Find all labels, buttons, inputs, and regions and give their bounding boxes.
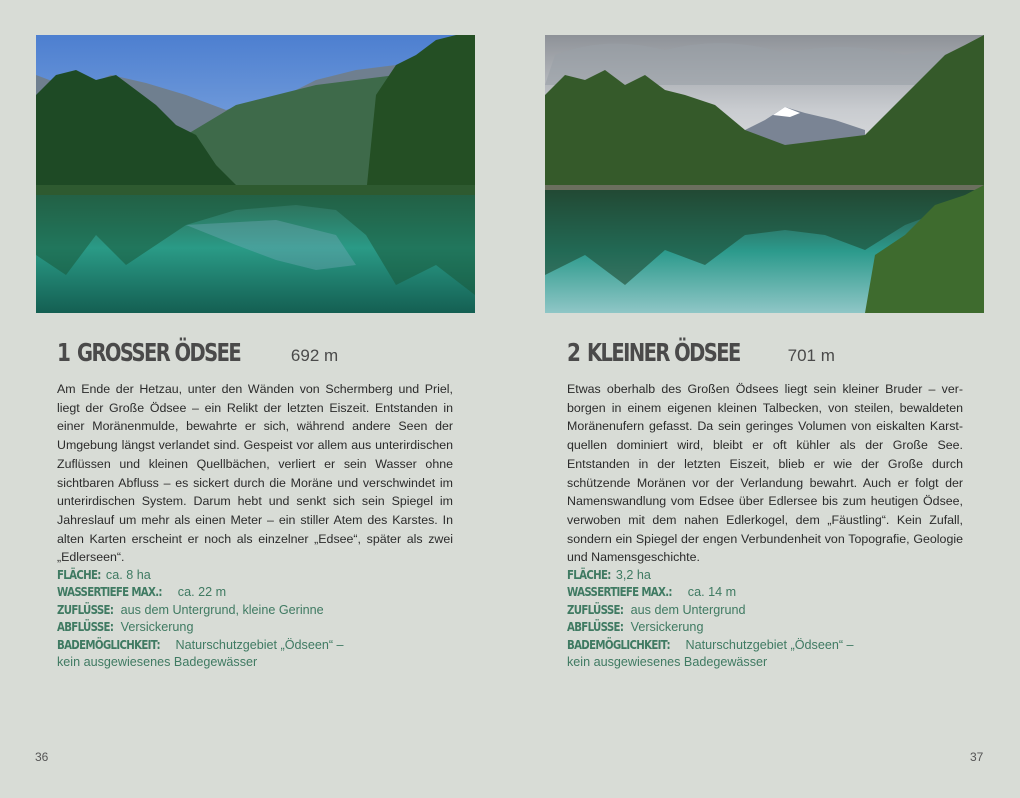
fact-swimming (567, 637, 967, 654)
fact-key: WASSERTIEFE MAX.: (567, 585, 672, 600)
lake-altitude: 701 m (787, 346, 835, 365)
fact-inflows (567, 602, 967, 619)
lake-title: GROSSER ÖDSEE (77, 338, 241, 367)
fact-value: Versickerung (120, 620, 194, 635)
fact-area (567, 567, 967, 584)
lake-photo-kleiner-oedsee (545, 35, 984, 313)
lake-heading (567, 338, 835, 367)
fact-depth (57, 584, 457, 601)
fact-swimming-cont (567, 654, 967, 671)
lake-facts (57, 567, 457, 671)
fact-key: FLÄCHE: (567, 568, 611, 582)
fact-area (57, 567, 457, 584)
fact-value: Naturschutzgebiet „Ödseen“ – (175, 637, 344, 652)
fact-value: Naturschutzgebiet „Ödseen“ – (685, 637, 854, 652)
lake-number: 1 (57, 338, 70, 367)
fact-outflows (567, 619, 967, 636)
fact-value: kein ausgewiesenes Badegewässer (567, 655, 768, 670)
fact-value: ca. 8 ha (105, 568, 151, 582)
fact-value: aus dem Untergrund, kleine Gerinne (120, 602, 324, 617)
fact-key: ABFLÜSSE: (57, 620, 114, 635)
fact-swimming-cont (57, 654, 457, 671)
right-page (510, 0, 1020, 798)
lake-facts (567, 567, 967, 671)
fact-outflows (57, 619, 457, 636)
fact-value: aus dem Untergrund (630, 602, 746, 617)
fact-key: WASSERTIEFE MAX.: (57, 585, 162, 600)
fact-depth (567, 584, 967, 601)
fact-swimming (57, 637, 457, 654)
fact-key: FLÄCHE: (57, 568, 101, 582)
lake-description (567, 380, 963, 567)
lake-photo-grosser-oedsee (36, 35, 475, 313)
lake-title: KLEINER ÖDSEE (587, 338, 741, 367)
fact-value: kein ausgewiesenes Badegewässer (57, 655, 258, 670)
description-paragraph: Etwas oberhalb des Großen Ödsees liegt sein kleiner Bruder – verborgen in einem eigenen kleinen Talbecken, von steilen, bewaldeten Moränenufern gefasst. Da sein geringes Volumen von eiskalten Karstquellen dominiert wird, bleibt er oft kühler als der Große See. Entstanden in der letzten Eiszeit, blieb er wie der Große durch schützende Moränen vor der Verlandung bewahrt. Auch er folgt der Namenswandlung vom Edsee über Edlersee bis zum heutigen Ödsee, verwoben mit dem nahen Edlerkogel, dem „Fäustling“. Kein Zufall, sondern ein Spiegel der engen Verbundenheit von Topografie, Geologie und Namensgeschichte. (567, 382, 963, 565)
lake-heading (57, 338, 338, 367)
fact-value: 3,2 ha (615, 568, 651, 582)
fact-value: ca. 14 m (687, 585, 737, 600)
fact-key: ZUFLÜSSE: (567, 602, 624, 617)
fact-key: ABFLÜSSE: (567, 620, 624, 635)
fact-key: BADEMÖGLICHKEIT: (57, 637, 160, 652)
page-number: 37 (970, 750, 984, 764)
fact-value: Versickerung (630, 620, 704, 635)
fact-value: ca. 22 m (177, 585, 227, 600)
lake-description (57, 380, 453, 567)
page-number: 36 (35, 750, 49, 764)
fact-inflows (57, 602, 457, 619)
fact-key: ZUFLÜSSE: (57, 602, 114, 617)
lake-altitude: 692 m (290, 346, 339, 365)
fact-key: BADEMÖGLICHKEIT: (567, 637, 670, 652)
description-paragraph: Am Ende der Hetzau, unter den Wänden von Schermberg und Priel, liegt der Große Ödsee – ein Relikt der letzten Eiszeit. Entstanden in einer Moränenmulde, bewahrte er sich, während andere Seen der Umgebung längst verlandet sind. Gespeist vor allem aus unterirdischen Zuflüssen und kleinen Quellbächen, verliert er sein Wasser ohne sichtbaren Abfluss – es sickert durch die Moräne und verschwindet im unterirdischen System. Darum hebt und senkt sich sein Spiegel im Jahreslauf um mehr als einen Meter – ein stiller Atem des Karstes. In alten Karten erscheint er noch als einzelner „Edsee“, später als zwei „Edlerseen“. (57, 382, 453, 565)
lake-number: 2 (567, 338, 580, 367)
